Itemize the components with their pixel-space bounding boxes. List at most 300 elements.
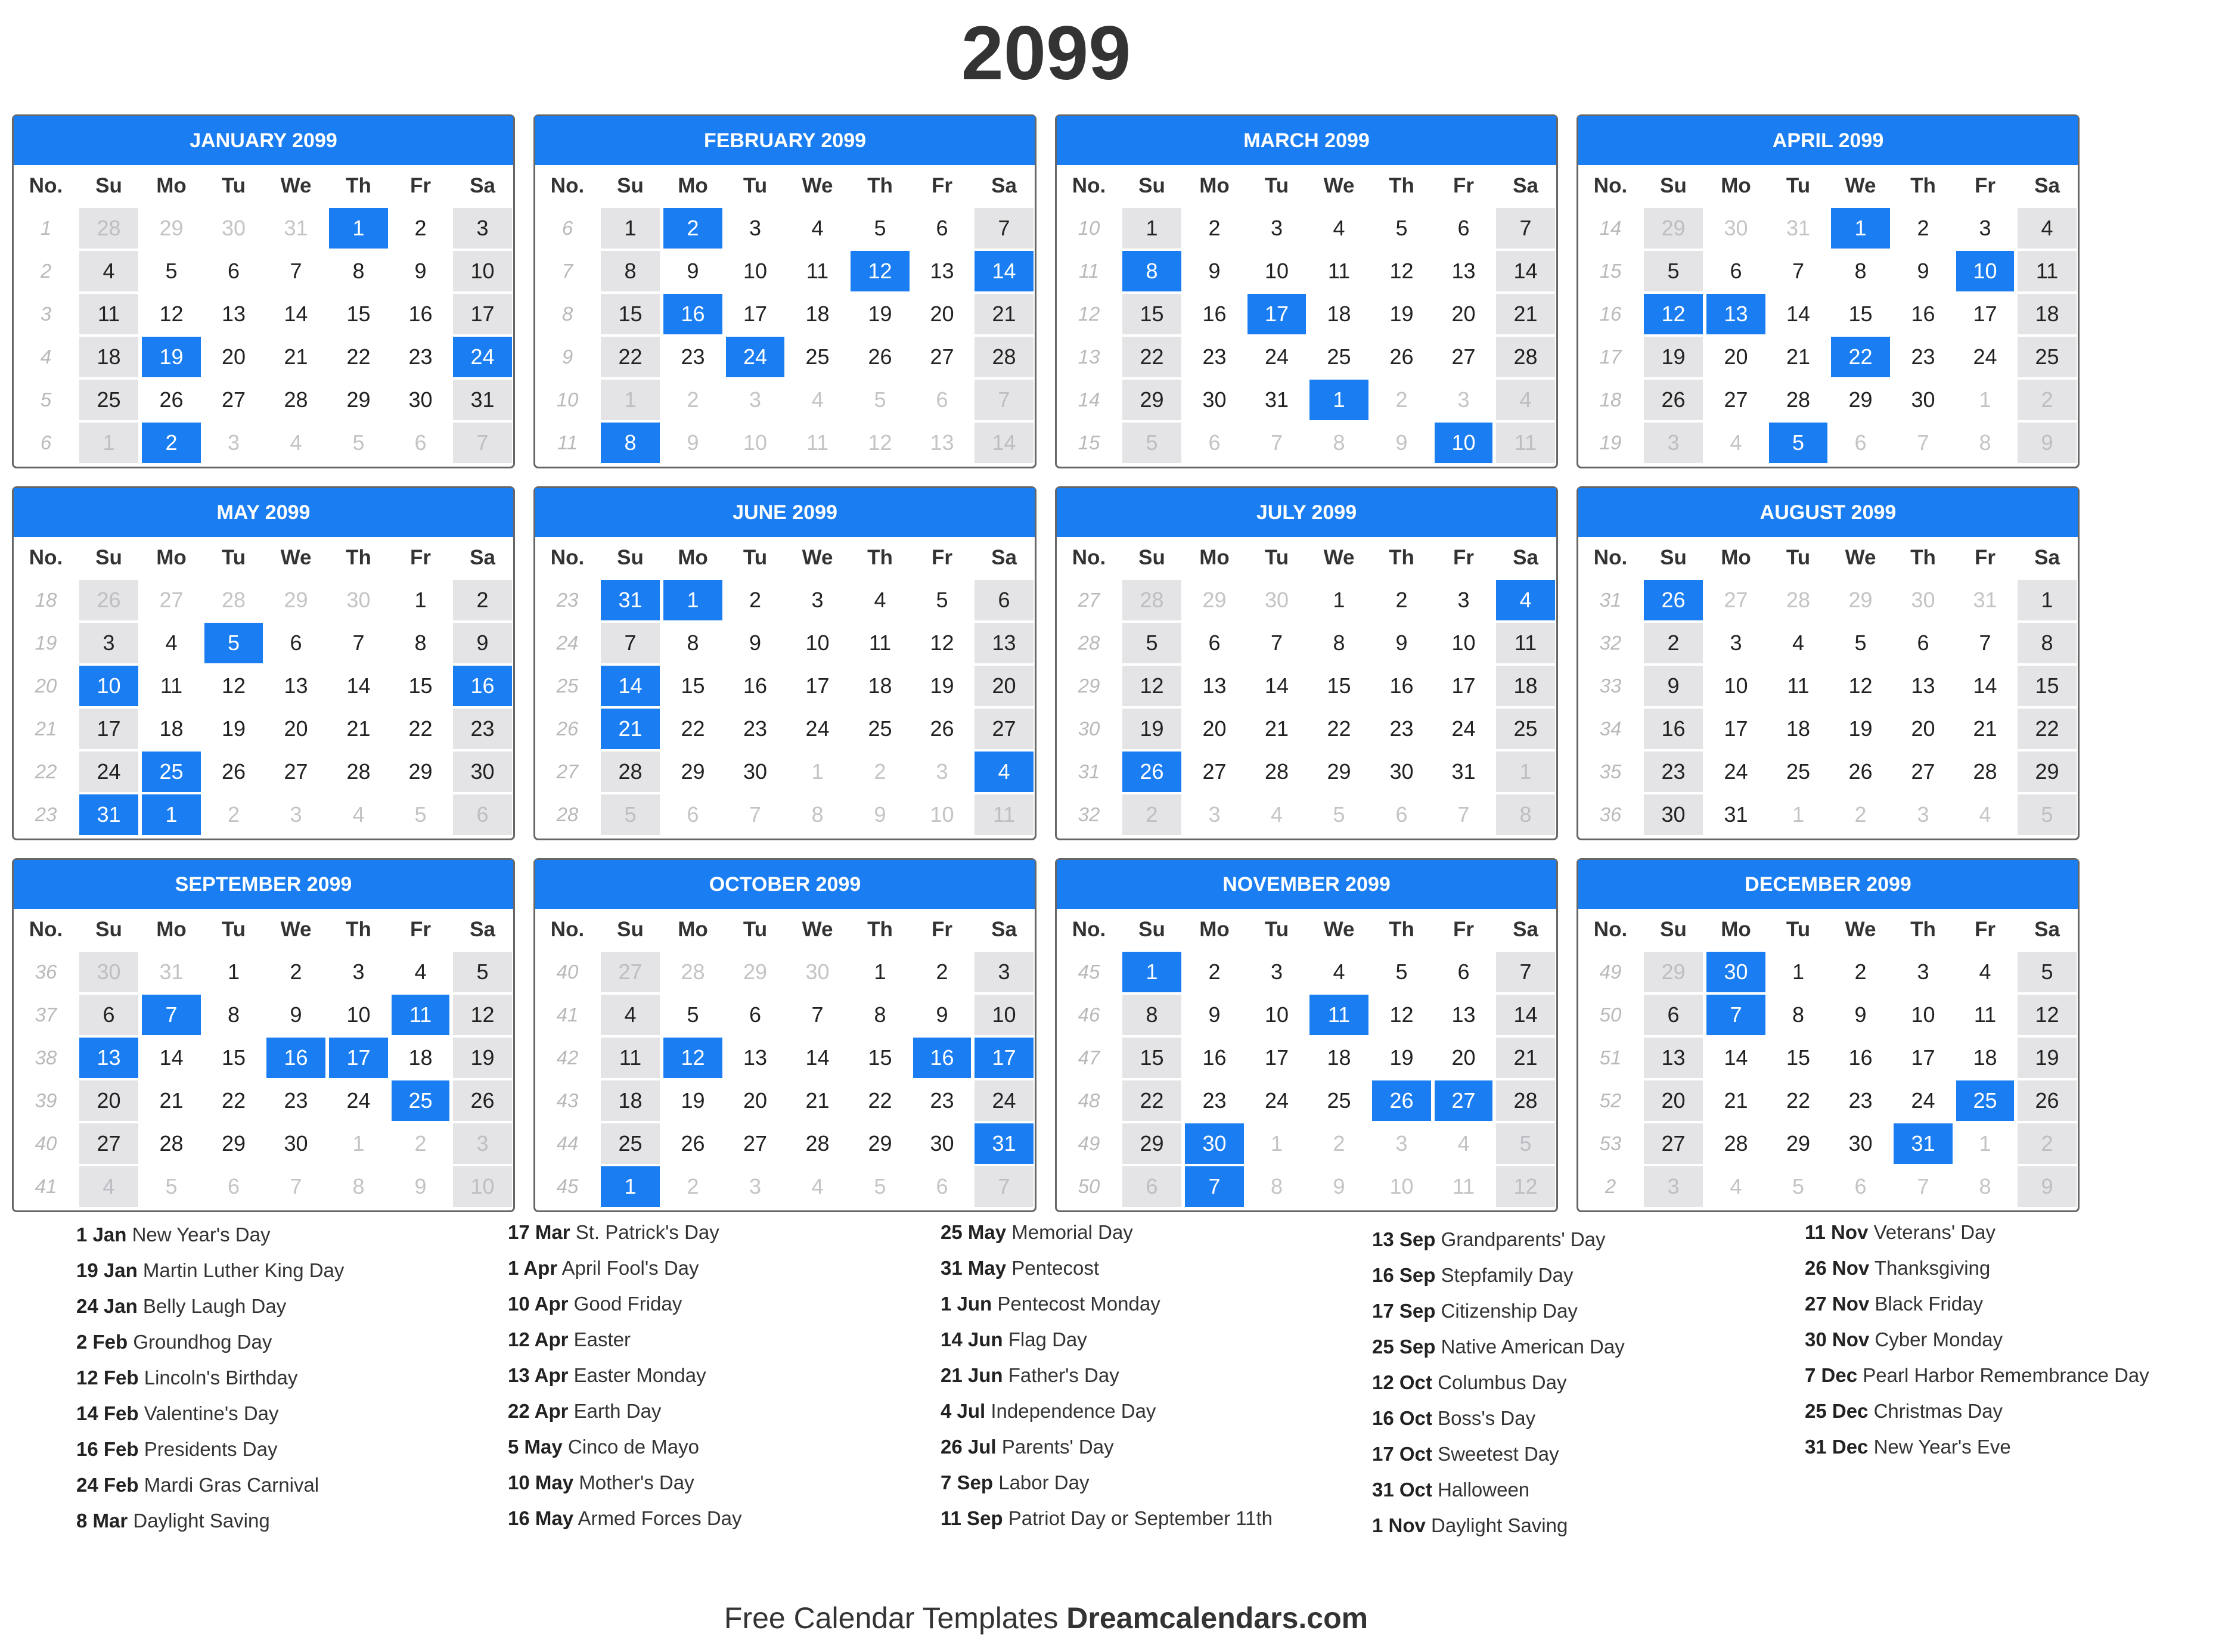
footer-site[interactable]: Dreamcalendars.com — [1066, 1601, 1368, 1635]
date-cell[interactable]: 2 — [1208, 216, 1221, 240]
date-cell[interactable]: 7 — [1185, 1166, 1244, 1207]
date-cell[interactable]: 3 — [79, 623, 138, 663]
date-cell[interactable]: 30 — [743, 759, 768, 784]
date-cell[interactable]: 20 — [1202, 716, 1227, 741]
date-cell[interactable]: 4 — [1979, 802, 1991, 827]
date-cell[interactable]: 13 — [930, 430, 954, 455]
date-cell[interactable]: 17 — [1451, 673, 1476, 698]
date-cell[interactable]: 19 — [868, 302, 892, 326]
date-cell[interactable]: 3 — [936, 759, 948, 784]
date-cell[interactable]: 17 — [743, 302, 768, 326]
date-cell[interactable]: 21 — [1496, 1038, 1555, 1078]
date-cell[interactable]: 26 — [1644, 580, 1703, 620]
date-cell[interactable]: 1 — [601, 1166, 660, 1207]
date-cell[interactable]: 10 — [453, 251, 512, 291]
date-cell[interactable]: 29 — [284, 588, 308, 612]
date-cell[interactable]: 26 — [1644, 380, 1703, 420]
date-cell[interactable]: 28 — [1496, 337, 1555, 377]
date-cell[interactable]: 8 — [1854, 259, 1867, 283]
date-cell[interactable]: 5 — [1769, 423, 1827, 463]
date-cell[interactable]: 5 — [1395, 959, 1408, 984]
date-cell[interactable]: 7 — [1792, 259, 1805, 283]
date-cell[interactable]: 6 — [936, 216, 948, 240]
date-cell[interactable]: 1 — [1270, 1131, 1283, 1156]
date-cell[interactable]: 15 — [1786, 1045, 1811, 1070]
date-cell[interactable]: 7 — [142, 995, 201, 1035]
date-cell[interactable]: 15 — [346, 302, 371, 326]
date-cell[interactable]: 7 — [975, 380, 1034, 420]
date-cell[interactable]: 10 — [1264, 259, 1289, 283]
date-cell[interactable]: 29 — [1644, 952, 1703, 992]
date-cell[interactable]: 12 — [1848, 673, 1873, 698]
date-cell[interactable]: 1 — [663, 580, 722, 620]
date-cell[interactable]: 28 — [1724, 1131, 1748, 1156]
date-cell[interactable]: 14 — [975, 423, 1034, 463]
date-cell[interactable]: 1 — [601, 208, 660, 249]
date-cell[interactable]: 7 — [1917, 1174, 1929, 1198]
date-cell[interactable]: 4 — [1333, 216, 1345, 240]
date-cell[interactable]: 3 — [749, 387, 762, 412]
date-cell[interactable]: 6 — [1644, 995, 1703, 1035]
date-cell[interactable]: 7 — [1979, 631, 1991, 655]
date-cell[interactable]: 1 — [1831, 208, 1890, 249]
date-cell[interactable]: 27 — [601, 952, 660, 992]
date-cell[interactable]: 21 — [1496, 294, 1555, 334]
date-cell[interactable]: 29 — [159, 216, 184, 240]
date-cell[interactable]: 11 — [1327, 259, 1351, 283]
date-cell[interactable]: 2 — [142, 423, 201, 463]
date-cell[interactable]: 5 — [1854, 631, 1867, 655]
date-cell[interactable]: 23 — [408, 344, 433, 369]
date-cell[interactable]: 30 — [1185, 1123, 1244, 1164]
date-cell[interactable]: 10 — [1724, 673, 1748, 698]
date-cell[interactable]: 2 — [1395, 588, 1408, 612]
date-cell[interactable]: 15 — [681, 673, 705, 698]
date-cell[interactable]: 9 — [2018, 423, 2077, 463]
date-cell[interactable]: 5 — [1792, 1174, 1805, 1198]
date-cell[interactable]: 9 — [1395, 430, 1408, 455]
date-cell[interactable]: 10 — [79, 666, 138, 706]
date-cell[interactable]: 26 — [2018, 1080, 2077, 1121]
date-cell[interactable]: 12 — [453, 995, 512, 1035]
date-cell[interactable]: 4 — [1730, 430, 1742, 455]
date-cell[interactable]: 4 — [811, 1174, 824, 1198]
date-cell[interactable]: 9 — [1917, 259, 1929, 283]
date-cell[interactable]: 10 — [1264, 1002, 1289, 1027]
date-cell[interactable]: 30 — [1644, 794, 1703, 835]
date-cell[interactable]: 29 — [1202, 588, 1227, 612]
date-cell[interactable]: 1 — [1979, 387, 1991, 412]
date-cell[interactable]: 3 — [975, 952, 1034, 992]
date-cell[interactable]: 7 — [1270, 430, 1283, 455]
date-cell[interactable]: 5 — [874, 216, 886, 240]
date-cell[interactable]: 24 — [1724, 759, 1748, 784]
date-cell[interactable]: 18 — [79, 337, 138, 377]
date-cell[interactable]: 4 — [811, 216, 824, 240]
date-cell[interactable]: 26 — [1848, 759, 1873, 784]
date-cell[interactable]: 2 — [1644, 623, 1703, 663]
date-cell[interactable]: 23 — [930, 1088, 954, 1113]
date-cell[interactable]: 4 — [874, 588, 886, 612]
date-cell[interactable]: 11 — [1787, 673, 1810, 698]
date-cell[interactable]: 12 — [1496, 1166, 1555, 1207]
date-cell[interactable]: 8 — [1333, 430, 1345, 455]
date-cell[interactable]: 3 — [1644, 1166, 1703, 1207]
date-cell[interactable]: 7 — [975, 1166, 1034, 1207]
date-cell[interactable]: 7 — [290, 259, 302, 283]
date-cell[interactable]: 8 — [1792, 1002, 1805, 1027]
date-cell[interactable]: 15 — [1122, 1038, 1181, 1078]
date-cell[interactable]: 9 — [1854, 1002, 1867, 1027]
date-cell[interactable]: 16 — [1202, 302, 1227, 326]
date-cell[interactable]: 19 — [1644, 337, 1703, 377]
date-cell[interactable]: 31 — [1894, 1123, 1953, 1164]
date-cell[interactable]: 8 — [1333, 631, 1345, 655]
date-cell[interactable]: 20 — [743, 1088, 768, 1113]
date-cell[interactable]: 7 — [453, 423, 512, 463]
date-cell[interactable]: 18 — [1786, 716, 1811, 741]
date-cell[interactable]: 22 — [1786, 1088, 1811, 1113]
date-cell[interactable]: 22 — [681, 716, 705, 741]
date-cell[interactable]: 24 — [1264, 344, 1289, 369]
date-cell[interactable]: 4 — [290, 430, 302, 455]
date-cell[interactable]: 21 — [805, 1088, 830, 1113]
date-cell[interactable]: 16 — [408, 302, 433, 326]
date-cell[interactable]: 8 — [1979, 1174, 1991, 1198]
date-cell[interactable]: 5 — [2018, 952, 2077, 992]
date-cell[interactable]: 11 — [1496, 423, 1555, 463]
date-cell[interactable]: 29 — [2018, 752, 2077, 792]
date-cell[interactable]: 28 — [681, 959, 705, 984]
date-cell[interactable]: 27 — [1644, 1123, 1703, 1164]
date-cell[interactable]: 6 — [453, 794, 512, 835]
date-cell[interactable]: 15 — [601, 294, 660, 334]
date-cell[interactable]: 26 — [1372, 1080, 1431, 1121]
date-cell[interactable]: 8 — [2018, 623, 2077, 663]
date-cell[interactable]: 23 — [681, 344, 705, 369]
date-cell[interactable]: 7 — [1496, 208, 1555, 249]
date-cell[interactable]: 10 — [930, 802, 954, 827]
date-cell[interactable]: 8 — [414, 631, 427, 655]
date-cell[interactable]: 5 — [874, 1174, 886, 1198]
date-cell[interactable]: 5 — [1496, 1123, 1555, 1164]
date-cell[interactable]: 23 — [284, 1088, 308, 1113]
date-cell[interactable]: 12 — [663, 1038, 722, 1078]
date-cell[interactable]: 20 — [975, 666, 1034, 706]
date-cell[interactable]: 8 — [1496, 794, 1555, 835]
date-cell[interactable]: 27 — [1724, 387, 1748, 412]
date-cell[interactable]: 18 — [1327, 1045, 1351, 1070]
date-cell[interactable]: 8 — [1270, 1174, 1283, 1198]
date-cell[interactable]: 5 — [204, 623, 263, 663]
date-cell[interactable]: 30 — [1202, 387, 1227, 412]
date-cell[interactable]: 14 — [975, 251, 1034, 291]
date-cell[interactable]: 18 — [1327, 302, 1351, 326]
date-cell[interactable]: 24 — [453, 337, 512, 377]
date-cell[interactable]: 2 — [2018, 1123, 2077, 1164]
date-cell[interactable]: 3 — [1644, 423, 1703, 463]
date-cell[interactable]: 4 — [1730, 1174, 1742, 1198]
date-cell[interactable]: 26 — [868, 344, 892, 369]
date-cell[interactable]: 8 — [227, 1002, 240, 1027]
date-cell[interactable]: 6 — [936, 1174, 948, 1198]
date-cell[interactable]: 9 — [687, 430, 699, 455]
date-cell[interactable]: 3 — [749, 216, 762, 240]
date-cell[interactable]: 22 — [1122, 1080, 1181, 1121]
date-cell[interactable]: 30 — [930, 1131, 954, 1156]
date-cell[interactable]: 1 — [2018, 580, 2077, 620]
date-cell[interactable]: 22 — [1831, 337, 1890, 377]
date-cell[interactable]: 9 — [749, 631, 762, 655]
date-cell[interactable]: 18 — [408, 1045, 433, 1070]
date-cell[interactable]: 29 — [1327, 759, 1351, 784]
date-cell[interactable]: 27 — [1202, 759, 1227, 784]
date-cell[interactable]: 2 — [414, 216, 427, 240]
date-cell[interactable]: 5 — [352, 430, 365, 455]
date-cell[interactable]: 16 — [1848, 1045, 1873, 1070]
date-cell[interactable]: 19 — [1389, 1045, 1414, 1070]
date-cell[interactable]: 2 — [749, 588, 762, 612]
date-cell[interactable]: 27 — [930, 344, 954, 369]
date-cell[interactable]: 20 — [79, 1080, 138, 1121]
date-cell[interactable]: 6 — [1395, 802, 1408, 827]
date-cell[interactable]: 24 — [975, 1080, 1034, 1121]
date-cell[interactable]: 30 — [346, 588, 371, 612]
date-cell[interactable]: 29 — [408, 759, 433, 784]
date-cell[interactable]: 19 — [1848, 716, 1873, 741]
date-cell[interactable]: 4 — [352, 802, 365, 827]
date-cell[interactable]: 28 — [805, 1131, 830, 1156]
date-cell[interactable]: 25 — [1786, 759, 1811, 784]
date-cell[interactable]: 29 — [221, 1131, 246, 1156]
date-cell[interactable]: 24 — [805, 716, 830, 741]
date-cell[interactable]: 3 — [290, 802, 302, 827]
date-cell[interactable]: 16 — [266, 1038, 325, 1078]
date-cell[interactable]: 11 — [601, 1038, 660, 1078]
date-cell[interactable]: 9 — [1333, 1174, 1345, 1198]
date-cell[interactable]: 23 — [1911, 344, 1935, 369]
date-cell[interactable]: 2 — [663, 208, 722, 249]
date-cell[interactable]: 20 — [1724, 344, 1748, 369]
date-cell[interactable]: 14 — [1973, 673, 1997, 698]
date-cell[interactable]: 30 — [1911, 387, 1935, 412]
date-cell[interactable]: 22 — [868, 1088, 892, 1113]
date-cell[interactable]: 10 — [1451, 631, 1476, 655]
date-cell[interactable]: 30 — [453, 752, 512, 792]
date-cell[interactable]: 26 — [1122, 752, 1181, 792]
date-cell[interactable]: 2 — [874, 759, 886, 784]
date-cell[interactable]: 25 — [79, 380, 138, 420]
date-cell[interactable]: 1 — [1792, 959, 1805, 984]
date-cell[interactable]: 28 — [1786, 387, 1811, 412]
date-cell[interactable]: 24 — [79, 752, 138, 792]
date-cell[interactable]: 3 — [1395, 1131, 1408, 1156]
date-cell[interactable]: 27 — [975, 709, 1034, 749]
date-cell[interactable]: 3 — [453, 1123, 512, 1164]
date-cell[interactable]: 6 — [1457, 216, 1470, 240]
date-cell[interactable]: 1 — [414, 588, 427, 612]
date-cell[interactable]: 31 — [1786, 216, 1811, 240]
date-cell[interactable]: 16 — [1202, 1045, 1227, 1070]
date-cell[interactable]: 16 — [453, 666, 512, 706]
date-cell[interactable]: 3 — [227, 430, 240, 455]
date-cell[interactable]: 31 — [453, 380, 512, 420]
date-cell[interactable]: 10 — [1389, 1174, 1414, 1198]
date-cell[interactable]: 23 — [1644, 752, 1703, 792]
date-cell[interactable]: 9 — [1395, 631, 1408, 655]
date-cell[interactable]: 6 — [79, 995, 138, 1035]
date-cell[interactable]: 4 — [2018, 208, 2077, 249]
date-cell[interactable]: 21 — [159, 1088, 184, 1113]
date-cell[interactable]: 17 — [1247, 294, 1306, 334]
date-cell[interactable]: 24 — [1973, 344, 1997, 369]
date-cell[interactable]: 9 — [1208, 1002, 1221, 1027]
date-cell[interactable]: 14 — [284, 302, 308, 326]
date-cell[interactable]: 28 — [601, 752, 660, 792]
date-cell[interactable]: 11 — [1452, 1174, 1475, 1198]
date-cell[interactable]: 8 — [1979, 430, 1991, 455]
date-cell[interactable]: 28 — [79, 208, 138, 249]
date-cell[interactable]: 31 — [1724, 802, 1748, 827]
date-cell[interactable]: 1 — [874, 959, 886, 984]
date-cell[interactable]: 1 — [811, 759, 824, 784]
date-cell[interactable]: 14 — [1496, 251, 1555, 291]
date-cell[interactable]: 19 — [221, 716, 246, 741]
date-cell[interactable]: 30 — [1724, 216, 1748, 240]
date-cell[interactable]: 30 — [805, 959, 830, 984]
date-cell[interactable]: 16 — [1389, 673, 1414, 698]
date-cell[interactable]: 20 — [1644, 1080, 1703, 1121]
date-cell[interactable]: 2 — [687, 387, 699, 412]
date-cell[interactable]: 31 — [159, 959, 184, 984]
date-cell[interactable]: 6 — [290, 631, 302, 655]
date-cell[interactable]: 29 — [681, 759, 705, 784]
date-cell[interactable]: 11 — [2018, 251, 2077, 291]
date-cell[interactable]: 2 — [936, 959, 948, 984]
date-cell[interactable]: 6 — [975, 580, 1034, 620]
date-cell[interactable]: 23 — [1389, 716, 1414, 741]
date-cell[interactable]: 16 — [743, 673, 768, 698]
date-cell[interactable]: 11 — [392, 995, 449, 1035]
date-cell[interactable]: 10 — [1435, 423, 1492, 463]
date-cell[interactable]: 17 — [79, 709, 138, 749]
date-cell[interactable]: 7 — [1270, 631, 1283, 655]
date-cell[interactable]: 16 — [1911, 302, 1935, 326]
date-cell[interactable]: 2 — [1395, 387, 1408, 412]
date-cell[interactable]: 26 — [453, 1080, 512, 1121]
date-cell[interactable]: 28 — [221, 588, 246, 612]
date-cell[interactable]: 23 — [1202, 344, 1227, 369]
date-cell[interactable]: 19 — [142, 337, 201, 377]
date-cell[interactable]: 23 — [1202, 1088, 1227, 1113]
date-cell[interactable]: 3 — [352, 959, 365, 984]
date-cell[interactable]: 10 — [743, 259, 768, 283]
date-cell[interactable]: 23 — [743, 716, 768, 741]
date-cell[interactable]: 28 — [975, 337, 1034, 377]
date-cell[interactable]: 18 — [1496, 666, 1555, 706]
date-cell[interactable]: 13 — [975, 623, 1034, 663]
date-cell[interactable]: 3 — [1917, 959, 1929, 984]
date-cell[interactable]: 31 — [284, 216, 308, 240]
date-cell[interactable]: 18 — [868, 673, 892, 698]
date-cell[interactable]: 10 — [743, 430, 768, 455]
date-cell[interactable]: 1 — [1309, 380, 1368, 420]
date-cell[interactable]: 9 — [936, 1002, 948, 1027]
date-cell[interactable]: 9 — [290, 1002, 302, 1027]
date-cell[interactable]: 14 — [1724, 1045, 1748, 1070]
date-cell[interactable]: 17 — [1911, 1045, 1935, 1070]
date-cell[interactable]: 9 — [874, 802, 886, 827]
date-cell[interactable]: 31 — [601, 580, 660, 620]
date-cell[interactable]: 9 — [1644, 666, 1703, 706]
date-cell[interactable]: 20 — [1451, 1045, 1476, 1070]
date-cell[interactable]: 19 — [453, 1038, 512, 1078]
date-cell[interactable]: 2 — [1333, 1131, 1345, 1156]
date-cell[interactable]: 20 — [284, 716, 308, 741]
date-cell[interactable]: 3 — [811, 588, 824, 612]
date-cell[interactable]: 6 — [1208, 430, 1221, 455]
date-cell[interactable]: 11 — [160, 673, 183, 698]
date-cell[interactable]: 22 — [408, 716, 433, 741]
date-cell[interactable]: 4 — [79, 1166, 138, 1207]
date-cell[interactable]: 16 — [913, 1038, 971, 1078]
date-cell[interactable]: 7 — [1457, 802, 1470, 827]
date-cell[interactable]: 15 — [408, 673, 433, 698]
date-cell[interactable]: 21 — [1973, 716, 1997, 741]
date-cell[interactable]: 9 — [687, 259, 699, 283]
date-cell[interactable]: 1 — [329, 208, 388, 249]
date-cell[interactable]: 5 — [165, 1174, 178, 1198]
date-cell[interactable]: 29 — [1848, 588, 1873, 612]
date-cell[interactable]: 11 — [975, 794, 1034, 835]
date-cell[interactable]: 13 — [1911, 673, 1935, 698]
date-cell[interactable]: 2 — [2018, 380, 2077, 420]
date-cell[interactable]: 1 — [1333, 588, 1345, 612]
date-cell[interactable]: 19 — [1389, 302, 1414, 326]
date-cell[interactable]: 28 — [1496, 1080, 1555, 1121]
date-cell[interactable]: 1 — [1496, 752, 1555, 792]
date-cell[interactable]: 12 — [1389, 1002, 1414, 1027]
date-cell[interactable]: 19 — [681, 1088, 705, 1113]
date-cell[interactable]: 21 — [346, 716, 371, 741]
date-cell[interactable]: 2 — [687, 1174, 699, 1198]
date-cell[interactable]: 2 — [227, 802, 240, 827]
date-cell[interactable]: 5 — [936, 588, 948, 612]
date-cell[interactable]: 7 — [1496, 952, 1555, 992]
date-cell[interactable]: 28 — [1973, 759, 1997, 784]
date-cell[interactable]: 5 — [453, 952, 512, 992]
date-cell[interactable]: 13 — [1706, 294, 1765, 334]
date-cell[interactable]: 22 — [2018, 709, 2077, 749]
date-cell[interactable]: 24 — [726, 337, 784, 377]
date-cell[interactable]: 10 — [346, 1002, 371, 1027]
date-cell[interactable]: 4 — [601, 995, 660, 1035]
date-cell[interactable]: 12 — [159, 302, 184, 326]
date-cell[interactable]: 27 — [284, 759, 308, 784]
date-cell[interactable]: 4 — [414, 959, 427, 984]
date-cell[interactable]: 1 — [227, 959, 240, 984]
date-cell[interactable]: 13 — [1451, 259, 1476, 283]
date-cell[interactable]: 28 — [346, 759, 371, 784]
date-cell[interactable]: 6 — [749, 1002, 762, 1027]
date-cell[interactable]: 3 — [1457, 387, 1470, 412]
date-cell[interactable]: 26 — [681, 1131, 705, 1156]
date-cell[interactable]: 2 — [1122, 794, 1181, 835]
date-cell[interactable]: 24 — [1451, 716, 1476, 741]
date-cell[interactable]: 5 — [165, 259, 178, 283]
date-cell[interactable]: 4 — [165, 631, 178, 655]
date-cell[interactable]: 20 — [221, 344, 246, 369]
